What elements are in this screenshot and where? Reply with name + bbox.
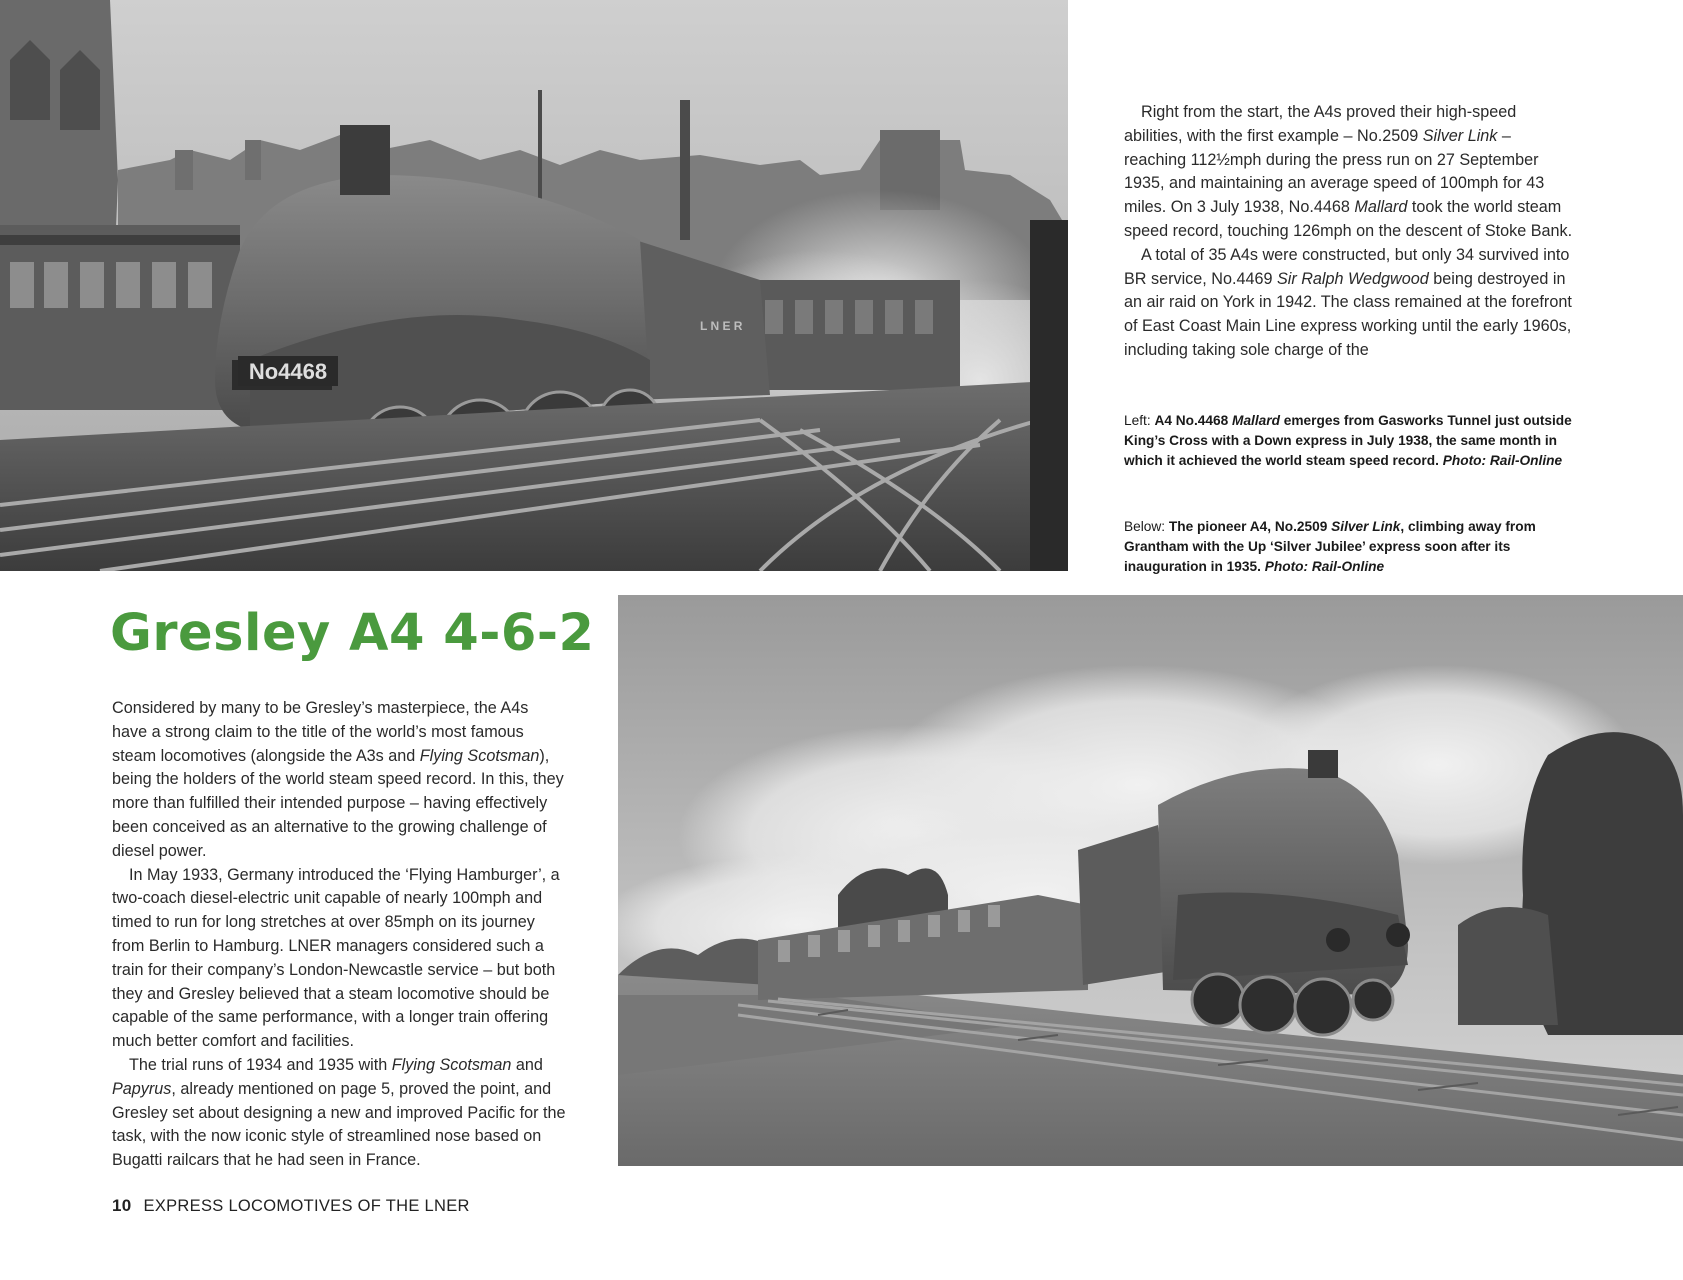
loco-number-plate: No4468 — [248, 359, 328, 384]
loco-name-papyrus: Papyrus — [112, 1079, 172, 1098]
right-paragraph-1 — [1124, 101, 1574, 244]
right-paragraph-2 — [1124, 244, 1574, 363]
loco-name-mallard: Mallard — [1354, 198, 1408, 217]
photo-silver-link-illustration — [618, 595, 1683, 1166]
text-run: emerges from Gasworks Tunnel just outside King’s Cross with a Down express in July 1938, the same month in which it achieved the world steam speed record. — [1124, 413, 1572, 468]
loco-name-silver-link: Silver Link — [1422, 126, 1498, 145]
loco-name-flying-scotsman: Flying Scotsman — [419, 746, 540, 765]
page-title: Gresley A4 4-6-2 — [110, 604, 595, 663]
loco-name-flying-scotsman: Flying Scotsman — [391, 1055, 512, 1074]
running-head: EXPRESS LOCOMOTIVES OF THE LNER — [143, 1197, 470, 1215]
text-run: Silver Link — [1331, 519, 1401, 534]
caption-left-photo — [1124, 411, 1574, 471]
caption-lead: Left: — [1124, 413, 1155, 428]
text-run: , climbing away from Grantham with the Up ‘Silver Jubilee’ express soon after its inauguration in 1935. — [1124, 519, 1536, 574]
loco-name-sir-ralph-wedgwood: Sir Ralph Wedgwood — [1276, 269, 1429, 288]
caption-below-photo — [1124, 517, 1574, 577]
photo-mallard-illustration — [0, 0, 1068, 571]
text-run: being destroyed in an air raid on York in 1942. The class remained at the forefront of East Coast Main Line express working until the early 1960s, including taking sole charge of the — [1124, 269, 1572, 359]
left-paragraph-3 — [112, 1054, 567, 1173]
right-column-body — [1124, 101, 1574, 363]
page-number: 10 — [112, 1196, 132, 1215]
left-column-body — [112, 697, 567, 1173]
text-run: took the world steam speed record, touching 126mph on the descent of Stoke Bank. — [1124, 198, 1573, 240]
left-paragraph-2 — [112, 864, 567, 1054]
text-run: Mallard — [1232, 413, 1280, 428]
tender-lettering: L N E R — [700, 319, 743, 333]
photo-silver-link-grantham — [618, 595, 1683, 1166]
text-run: The pioneer A4, No.2509 — [1168, 519, 1332, 534]
left-paragraph-1 — [112, 697, 567, 864]
photo-credit: Photo: Rail-Online — [1264, 559, 1385, 574]
photo-mallard-gasworks-tunnel — [0, 0, 1068, 571]
text-run: The trial runs of 1934 and 1935 with — [129, 1055, 392, 1074]
text-run: ), being the holders of the world steam speed record. In this, they more than fulfilled their intended purpose – having effectively been conceived as an alternative to the growing challenge of diesel power. — [112, 746, 564, 860]
caption-lead: Below: — [1124, 519, 1169, 534]
text-run: , already mentioned on page 5, proved the point, and Gresley set about designing a new and improved Pacific for the task, with the now iconic style of streamlined nose based on Bugatti railcars that he had seen in France. — [112, 1079, 566, 1170]
text-run: A4 No.4468 — [1154, 413, 1233, 428]
text-run: – reaching 112½mph during the press run on 27 September 1935, and maintaining an average speed of 100mph for 43 miles. On 3 July 1938, No.4468 — [1124, 126, 1545, 217]
text-run: and — [511, 1055, 543, 1074]
text-run: Considered by many to be Gresley’s masterpiece, the A4s have a strong claim to the title of the world’s most famous steam locomotives (alongside the A3s and — [112, 699, 529, 765]
text-run: Right from the start, the A4s proved their high-speed abilities, with the first example – No.2509 — [1124, 103, 1517, 145]
text-run: In May 1933, Germany introduced the ‘Flying Hamburger’, a two-coach diesel-electric unit capable of nearly 100mph and timed to run for long stretches at over 85mph on its journey from Berlin to Hamburg. LNER managers considered such a train for their company’s London-Newcastle service – but both they and Gresley believed that a steam locomotive should be capable of the same performance, with a longer train offering much better comfort and facilities. — [112, 865, 560, 1051]
text-run: A total of 35 A4s were constructed, but only 34 survived into BR service, No.4469 — [1124, 245, 1570, 288]
photo-credit: Photo: Rail-Online — [1442, 453, 1563, 468]
page-footer — [112, 1196, 470, 1216]
